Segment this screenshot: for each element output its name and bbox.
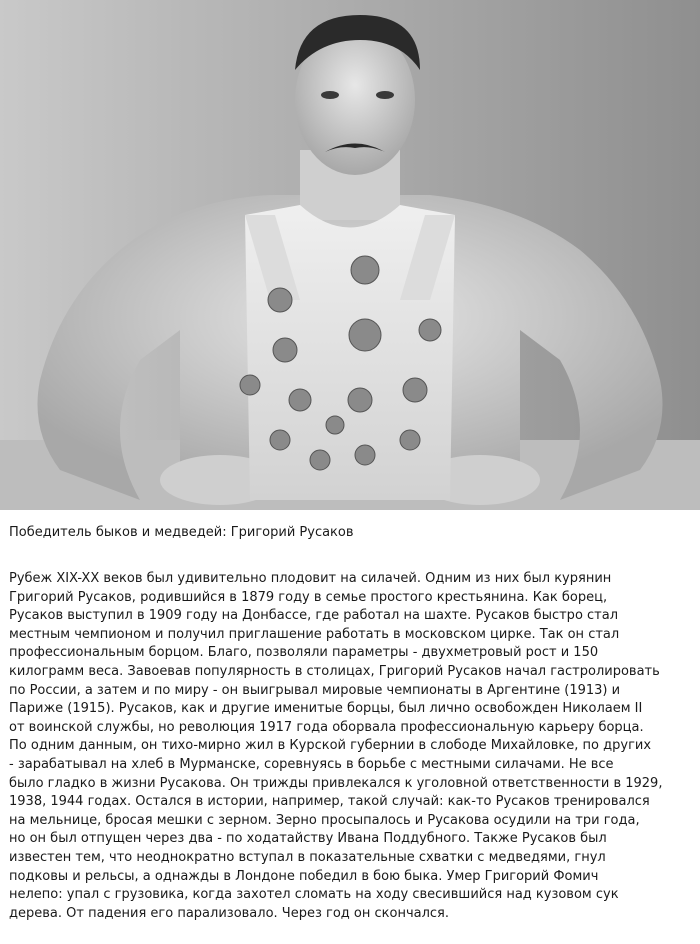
article-line: По одним данным, он тихо-мирно жил в Курской губернии в слободе Михайловке, по других	[9, 738, 652, 754]
article-line: от воинской службы, но революция 1917 года оборвала профессиональную карьеру борца.	[9, 719, 644, 735]
article-line: Григорий Русаков, родившийся в 1879 году в семье простого крестьянина. Как борец,	[9, 589, 608, 605]
article-line: было гладко в жизни Русакова. Он трижды привлекался к уголовной ответственности в 1929,	[9, 775, 663, 791]
article-line: профессиональным борцом. Благо, позволяли параметры - двухметровый рост и 150	[9, 645, 599, 661]
article-line: известен тем, что неоднократно вступал в показательные схватки с медведями, гнул	[9, 849, 606, 865]
article-line: местным чемпионом и получил приглашение работать в московском цирке. Так он стал	[9, 626, 620, 642]
article-line: Рубеж XIX-XX веков был удивительно плодовит на силачей. Одним из них был курянин	[9, 571, 612, 586]
article-line: 1938, 1944 годах. Остался в истории, например, такой случай: как-то Русаков тренировался	[9, 794, 650, 810]
article-line: нелепо: упал с грузовика, когда захотел сломать на ходу свесившийся над кузовом сук	[9, 887, 619, 903]
article-line: - зарабатывал на хлеб в Мурманске, соревнуясь в борьбе с местными силачами. Не все	[9, 756, 614, 772]
article-line: подковы и рельсы, а однажды в Лондоне победил в бою быка. Умер Григорий Фомич	[9, 868, 599, 884]
article-line: килограмм веса. Завоевав популярность в столицах, Григорий Русаков начал гастролировать	[9, 663, 660, 679]
article-line: но он был отпущен через два - по ходатайству Ивана Поддубного. Также Русаков был	[9, 831, 607, 847]
article-text	[9, 570, 699, 923]
article-line: дерева. От падения его парализовало. Через год он скончался.	[9, 905, 450, 921]
photo-caption: Победитель быков и медведей: Григорий Русаков	[9, 525, 354, 540]
article-line: Париже (1915). Русаков, как и другие именитые борцы, был лично освобожден Николаем II	[9, 701, 643, 717]
article-line: на мельнице, бросая мешки с зерном. Зерно просыпалось и Русакова осудили на три года,	[9, 812, 640, 828]
article-line: Русаков выступил в 1909 году на Донбассе, где работал на шахте. Русаков быстро стал	[9, 608, 619, 624]
article-line: по России, а затем и по миру - он выигрывал мировые чемпионаты в Аргентине (1913) и	[9, 682, 621, 698]
